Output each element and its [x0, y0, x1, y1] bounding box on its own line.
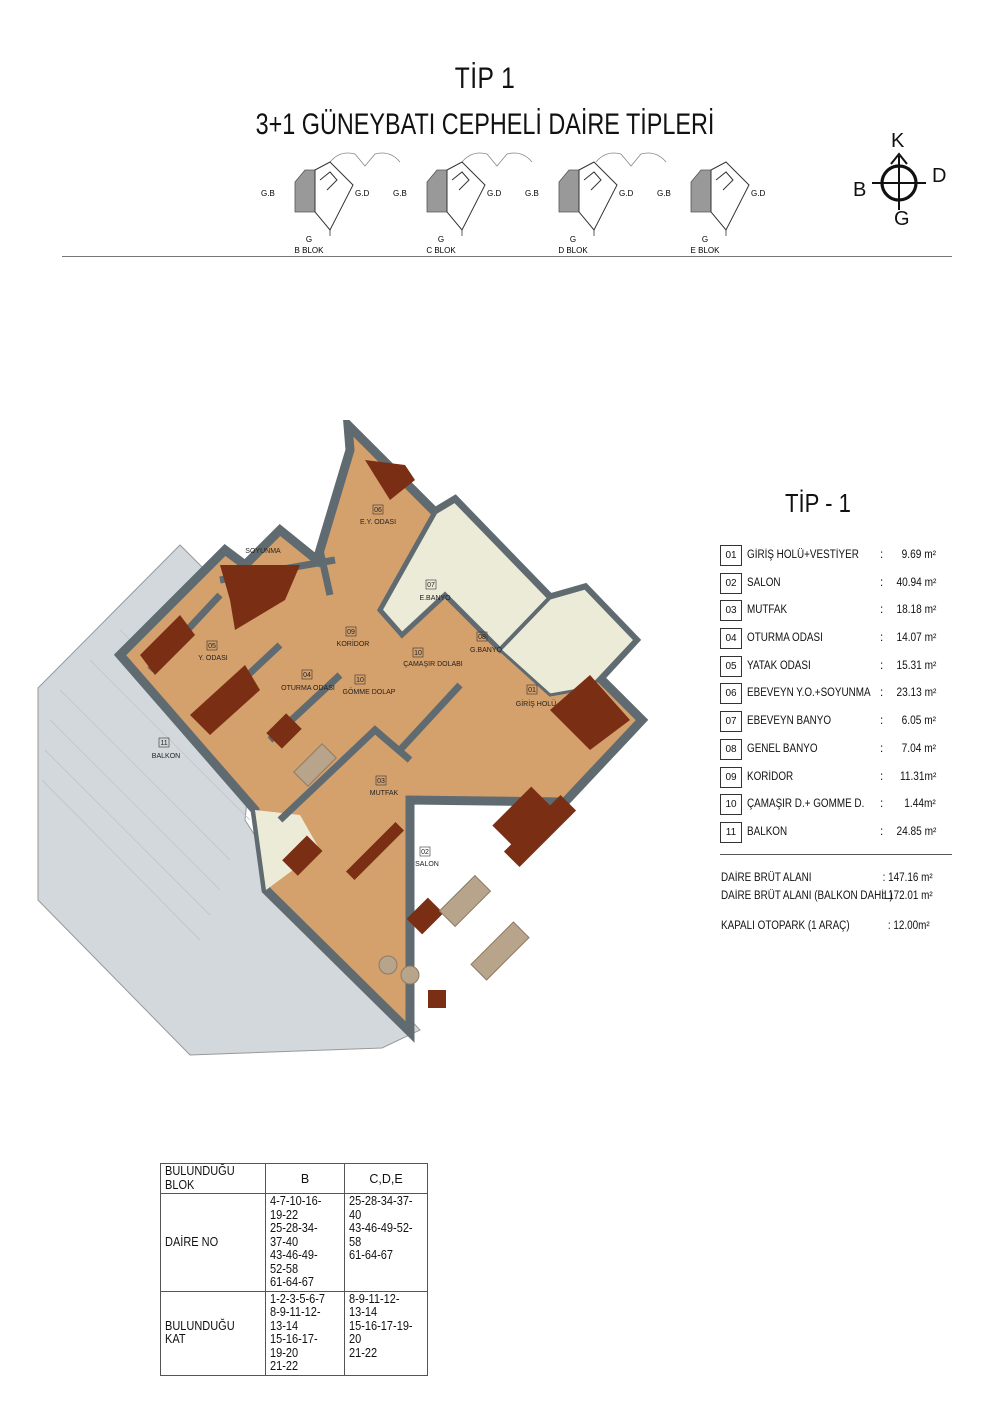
header-cell: B: [266, 1164, 345, 1194]
cell-b: 4-7-10-16-19-22 25-28-34-37-40 43-46-49-52-58 61-64-67: [266, 1194, 345, 1292]
area-row-number: 08: [720, 739, 742, 760]
room-label-soyunma: [245, 548, 281, 555]
area-row-separator: :: [880, 576, 884, 589]
svg-text:10: 10: [356, 677, 364, 684]
area-row-separator: :: [880, 604, 884, 617]
svg-text:SALON: SALON: [415, 861, 439, 868]
key-plan-block: [261, 162, 369, 255]
svg-text:GİRİŞ HOLÜ: GİRİŞ HOLÜ: [515, 701, 557, 708]
area-row-separator: :: [880, 742, 884, 755]
key-plan-right-label: G.D: [751, 189, 766, 198]
svg-text:Y. ODASI: Y. ODASI: [198, 655, 228, 662]
svg-text:SOYUNMA: SOYUNMA: [245, 548, 281, 555]
key-plan: [240, 140, 780, 258]
area-row: [720, 545, 960, 573]
area-row: [720, 656, 960, 684]
svg-text:09: 09: [347, 629, 355, 636]
key-plan-right-label: G.D: [487, 189, 502, 198]
row-label: BULUNDUĞU KAT: [161, 1291, 266, 1375]
area-row-number: 07: [720, 711, 742, 732]
area-row-name: MUTFAK: [747, 604, 788, 617]
area-row-name: YATAK ODASI: [747, 659, 811, 672]
area-row-separator: :: [880, 549, 884, 561]
svg-text:07: 07: [427, 582, 435, 589]
area-row-name: EBEVEYN BANYO: [747, 715, 832, 728]
area-row-separator: :: [880, 659, 884, 672]
location-table: [160, 1163, 428, 1376]
area-row-separator: :: [880, 825, 884, 838]
gross-area-balcony-label: DAİRE BRÜT ALANI (BALKON DAHİL): [721, 890, 893, 902]
area-row: [720, 822, 960, 850]
area-table: [720, 545, 960, 850]
area-total-divider: [720, 854, 952, 855]
key-plan-right-label: G.D: [355, 189, 370, 198]
key-plan-block-name: B BLOK: [294, 246, 324, 255]
area-row-number: 04: [720, 628, 742, 649]
area-row-value: 1.44m²: [904, 798, 936, 811]
key-plan-block-name: C BLOK: [426, 246, 456, 255]
area-row-name: GENEL BANYO: [747, 742, 818, 755]
svg-text:G.BANYO: G.BANYO: [470, 647, 502, 654]
header-divider: [62, 256, 952, 257]
header-cell: BULUNDUĞU BLOK: [161, 1164, 266, 1194]
svg-text:06: 06: [374, 507, 382, 514]
area-row-number: 03: [720, 600, 742, 621]
row-label: DAİRE NO: [161, 1194, 266, 1292]
area-row-value: 6.05 m²: [901, 715, 936, 728]
compass-east: D: [932, 165, 947, 187]
svg-text:11: 11: [160, 740, 168, 747]
cell-cde: 25-28-34-37-40 43-46-49-52-58 61-64-67: [345, 1194, 428, 1292]
area-row: [720, 628, 960, 656]
area-table-heading: TİP - 1: [785, 488, 851, 518]
table-row: [161, 1194, 428, 1292]
parking-value: : 12.00m²: [887, 920, 930, 932]
parking-row: [721, 920, 930, 932]
key-plan-block-name: E BLOK: [690, 246, 720, 255]
cell-cde: 8-9-11-12-13-14 15-16-17-19-20 21-22: [345, 1291, 428, 1375]
table-row: [161, 1291, 428, 1375]
area-row-value: 23.13 m²: [896, 687, 936, 700]
key-plan-left-label: G.B: [525, 189, 539, 198]
gross-area-row: [721, 872, 933, 884]
key-plan-block-name: D BLOK: [558, 246, 588, 255]
area-row-name: KORİDOR: [747, 770, 794, 783]
gross-area-balcony-value: : 172.01 m²: [882, 890, 933, 902]
area-row-separator: :: [880, 715, 884, 728]
area-row: [720, 573, 960, 601]
svg-text:MUTFAK: MUTFAK: [369, 790, 399, 797]
key-plan-left-label: G.B: [657, 189, 671, 198]
area-row-number: 09: [720, 767, 742, 788]
svg-text:03: 03: [377, 778, 385, 785]
area-row-name: EBEVEYN Y.O.+SOYUNMA: [747, 687, 871, 700]
cell-b: 1-2-3-5-6-7 8-9-11-12-13-14 15-16-17-19-20 21-22: [266, 1291, 345, 1375]
area-row: [720, 767, 960, 795]
svg-text:10: 10: [414, 650, 422, 657]
gross-area-label: DAİRE BRÜT ALANI: [721, 872, 812, 884]
compass-south: G: [894, 208, 910, 230]
key-plan-bottom-label: G: [569, 235, 577, 244]
area-row-name: ÇAMAŞIR D.+ GÖMME D.: [747, 798, 865, 811]
area-row-value: 11.31m²: [899, 770, 936, 783]
area-row-value: 15.31 m²: [896, 659, 936, 672]
svg-text:E.Y. ODASI: E.Y. ODASI: [359, 519, 397, 526]
area-row-number: 05: [720, 656, 742, 677]
key-plan-block: [525, 162, 633, 255]
area-row-separator: :: [880, 687, 884, 700]
area-row-number: 10: [720, 794, 742, 815]
svg-text:08: 08: [478, 634, 486, 641]
area-row: [720, 711, 960, 739]
area-row-separator: :: [880, 798, 884, 811]
page-subtitle: 3+1 GÜNEYBATI CEPHELİ DAİRE TİPLERİ: [255, 108, 715, 141]
area-row-value: 40.94 m²: [896, 576, 936, 589]
room-label-02: [415, 847, 439, 868]
compass: [842, 128, 962, 228]
area-row: [720, 794, 960, 822]
key-plan-bottom-label: G: [701, 235, 709, 244]
area-row-number: 06: [720, 683, 742, 704]
key-plan-bottom-label: G: [437, 235, 445, 244]
svg-text:OTURMA ODASI: OTURMA ODASI: [281, 685, 335, 692]
key-plan-right-label: G.D: [619, 189, 634, 198]
svg-text:E.BANYO: E.BANYO: [419, 595, 451, 602]
area-row-value: 7.04 m²: [901, 742, 936, 755]
location-table-header: [161, 1164, 428, 1194]
svg-text:02: 02: [421, 849, 429, 856]
area-row-separator: :: [880, 770, 884, 783]
area-row-name: BALKON: [747, 825, 788, 838]
gross-area-balcony-row: [721, 890, 933, 902]
area-row-value: 18.18 m²: [896, 604, 936, 617]
key-plan-left-label: G.B: [261, 189, 275, 198]
area-row: [720, 683, 960, 711]
area-row-value: 24.85 m²: [896, 825, 936, 838]
area-row-separator: :: [880, 632, 884, 645]
key-plan-block: [657, 162, 765, 255]
area-row-number: 02: [720, 573, 742, 594]
key-plan-bottom-label: G: [305, 235, 313, 244]
svg-text:GÖMME DOLAP: GÖMME DOLAP: [342, 689, 396, 696]
key-plan-block: [393, 162, 501, 255]
svg-text:BALKON: BALKON: [151, 753, 181, 760]
area-row-value: 9.69 m²: [901, 549, 936, 561]
svg-text:01: 01: [528, 687, 536, 694]
parking-label: KAPALI OTOPARK (1 ARAÇ): [721, 920, 850, 932]
area-row-name: GİRİŞ HOLÜ+VESTİYER: [747, 549, 859, 561]
floor-plan: [30, 420, 670, 1060]
compass-north: K: [891, 130, 905, 152]
header-cell: C,D,E: [345, 1164, 428, 1194]
page-title: TİP 1: [454, 62, 516, 95]
area-row-number: 01: [720, 545, 742, 566]
area-row: [720, 739, 960, 767]
svg-text:KORİDOR: KORİDOR: [336, 641, 370, 648]
area-row-value: 14.07 m²: [896, 632, 936, 645]
svg-text:ÇAMAŞIR DOLABI: ÇAMAŞIR DOLABI: [403, 661, 463, 668]
area-row-name: OTURMA ODASI: [747, 632, 823, 645]
key-plan-left-label: G.B: [393, 189, 407, 198]
area-row-number: 11: [720, 822, 742, 843]
gross-area-value: : 147.16 m²: [882, 872, 933, 884]
area-row: [720, 600, 960, 628]
area-row-name: SALON: [747, 576, 781, 589]
compass-west: B: [853, 179, 867, 201]
svg-text:04: 04: [303, 672, 311, 679]
svg-text:05: 05: [208, 643, 216, 650]
